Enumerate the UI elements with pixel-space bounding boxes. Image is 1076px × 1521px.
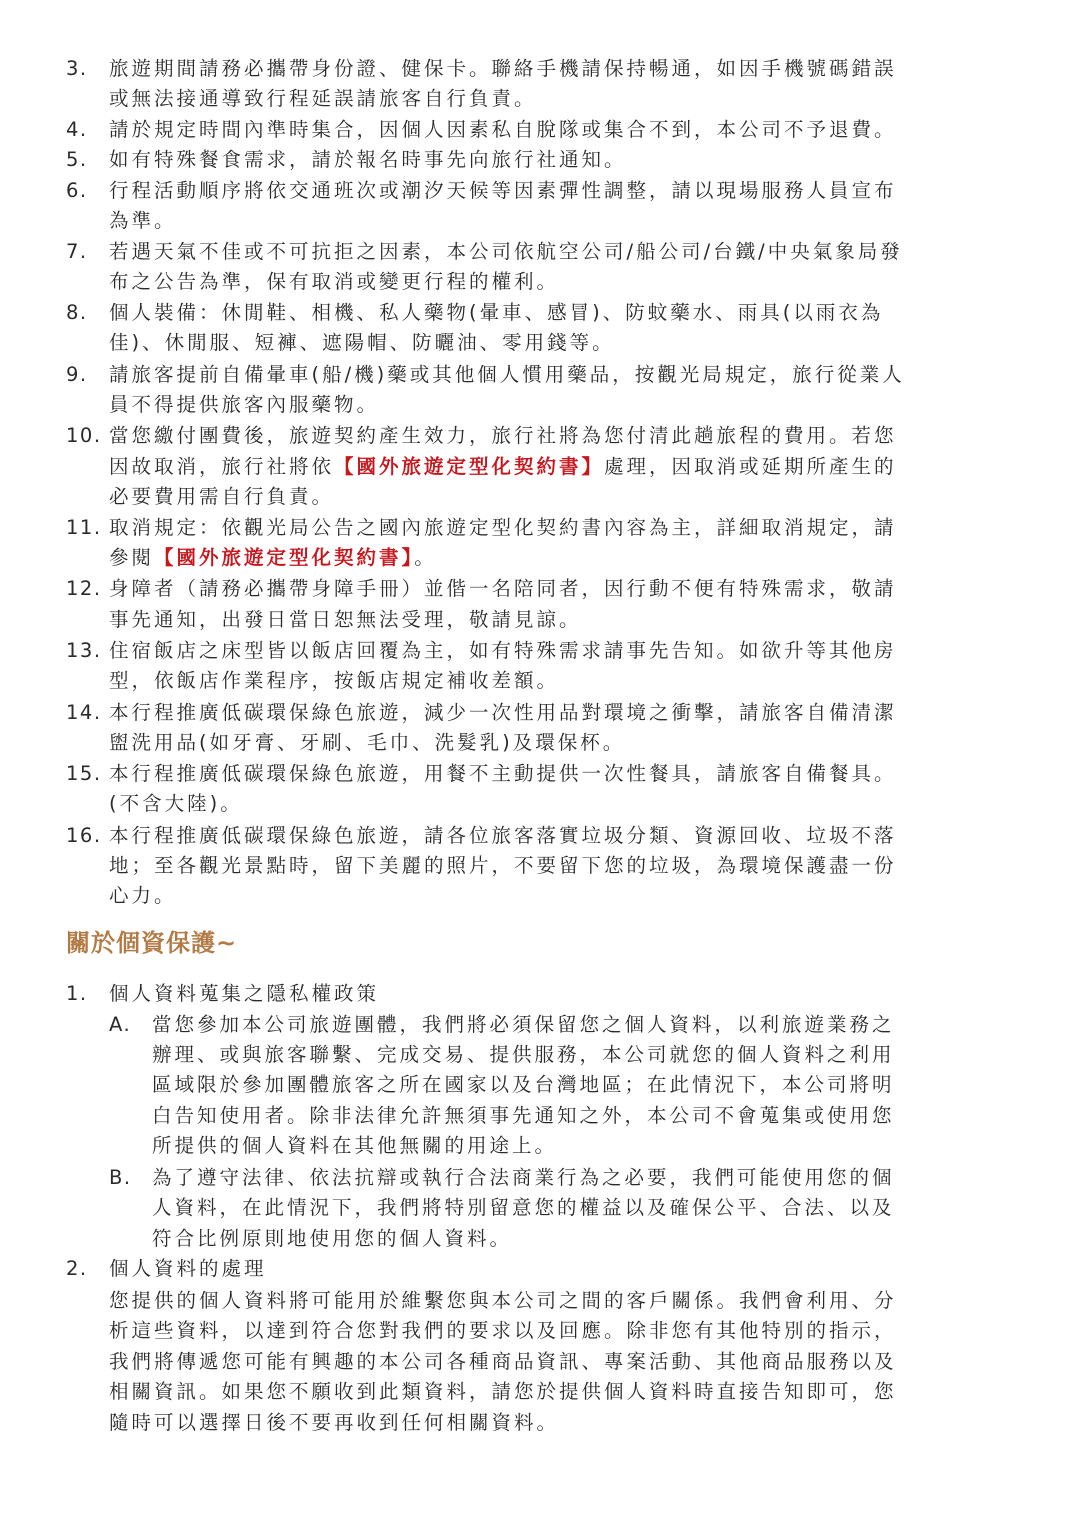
note-text-line: 旅遊期間請務必攜帶身份證、健保卡。聯絡手機請保持暢通，如因手機號碼錯誤: [109, 57, 897, 80]
note-text-line: 如有特殊餐食需求，請於報名時事先向旅行社通知。: [109, 148, 627, 171]
sub-item-text-line: 人資料，在此情況下，我們將特別留意您的權益以及確保公平、合法、以及: [152, 1196, 895, 1219]
sub-item-text-line: 為了遵守法律、依法抗辯或執行合法商業行為之必要，我們可能使用您的個: [152, 1166, 895, 1189]
note-text-segment: 處理，因取消或延期所產生的: [604, 455, 897, 478]
note-number: 8.: [66, 301, 88, 324]
note-number: 7.: [66, 240, 88, 263]
note-text-line: 或無法接通導致行程延誤請旅客自行負責。: [109, 87, 537, 110]
sub-item-letter: B.: [109, 1166, 132, 1189]
note-number: 15.: [66, 762, 102, 785]
note-text-line: 型，依飯店作業程序，按飯店規定補收差額。: [109, 669, 560, 692]
note-text-line: 心力。: [109, 884, 177, 907]
sub-item-text-line: 白告知使用者。除非法律允許無須事先通知之外，本公司不會蒐集或使用您: [152, 1104, 895, 1127]
note-text-line: 住宿飯店之床型皆以飯店回覆為主，如有特殊需求請事先告知。如欲升等其他房: [109, 639, 897, 662]
sub-item-letter: A.: [109, 1013, 132, 1036]
sub-item-text-line: 辦理、或與旅客聯繫、完成交易、提供服務，本公司就您的個人資料之利用: [152, 1043, 895, 1066]
note-text-segment: 參閱: [109, 546, 155, 569]
contract-reference-highlight: 【國外旅遊定型化契約書】: [154, 546, 415, 569]
note-text-segment: 。: [414, 546, 437, 569]
note-text-line: (不含大陸)。: [109, 792, 243, 815]
note-number: 11.: [66, 516, 102, 539]
note-text-line-with-link: [109, 455, 897, 479]
note-text-line: 事先通知，出發日當日恕無法受理，敬請見諒。: [109, 608, 582, 631]
note-text-line: 必要費用需自行負責。: [109, 485, 335, 508]
note-text-line: 當您繳付團費後，旅遊契約產生效力，旅行社將為您付清此趟旅程的費用。若您: [109, 424, 897, 447]
contract-reference-highlight: 【國外旅遊定型化契約書】: [334, 455, 605, 478]
note-text-line: 取消規定：依觀光局公告之國內旅遊定型化契約書內容為主，詳細取消規定，請: [109, 516, 897, 539]
note-text-line: 個人裝備：休閒鞋、相機、私人藥物(暈車、感冒)、防蚊藥水、雨具(以雨衣為: [109, 301, 884, 324]
note-text-line: 身障者（請務必攜帶身障手冊）並偕一名陪同者，因行動不便有特殊需求，敬請: [109, 577, 897, 600]
note-number: 16.: [66, 824, 102, 847]
note-number: 6.: [66, 179, 88, 202]
note-text-segment: 因故取消，旅行社將依: [109, 455, 335, 478]
note-text-line: 本行程推廣低碳環保綠色旅遊，請各位旅客落實垃圾分類、資源回收、垃圾不落: [109, 824, 897, 847]
sub-item-text-line: 符合比例原則地使用您的個人資料。: [152, 1227, 513, 1250]
section-title: 個人資料蒐集之隱私權政策: [109, 982, 380, 1005]
section-text-line: 析這些資料，以達到符合您對我們的要求以及回應。除非您有其他特別的指示，: [109, 1319, 897, 1342]
section-number: 1.: [66, 982, 88, 1005]
section-text-line: 相關資訊。如果您不願收到此類資料，請您於提供個人資料時直接告知即可，您: [109, 1380, 897, 1403]
sub-item-text-line: 當您參加本公司旅遊團體，我們將必須保留您之個人資料，以利旅遊業務之: [152, 1013, 895, 1036]
note-text-line: 請於規定時間內準時集合，因個人因素私自脫隊或集合不到，本公司不予退費。: [109, 118, 897, 141]
note-number: 14.: [66, 701, 102, 724]
note-text-line: 請旅客提前自備暈車(船/機)藥或其他個人慣用藥品，按觀光局規定，旅行從業人: [109, 363, 905, 386]
note-text-line: 為準。: [109, 209, 177, 232]
note-number: 5.: [66, 148, 88, 171]
note-number: 10.: [66, 424, 102, 447]
section-text-line: 我們將傳遞您可能有興趣的本公司各種商品資訊、專案活動、其他商品服務以及: [109, 1350, 897, 1373]
sub-item-text-line: 所提供的個人資料在其他無關的用途上。: [152, 1134, 558, 1157]
note-number: 9.: [66, 363, 88, 386]
note-number: 12.: [66, 577, 102, 600]
note-text-line: 地；至各觀光景點時，留下美麗的照片，不要留下您的垃圾，為環境保護盡一份: [109, 854, 897, 877]
privacy-section-heading: 關於個資保護~: [66, 929, 238, 957]
note-text-line: 本行程推廣低碳環保綠色旅遊，減少一次性用品對環境之衝擊，請旅客自備清潔: [109, 701, 897, 724]
note-text-line: 若遇天氣不佳或不可抗拒之因素，本公司依航空公司/船公司/台鐵/中央氣象局發: [109, 240, 903, 263]
section-text-line: 您提供的個人資料將可能用於維繫您與本公司之間的客戶關係。我們會利用、分: [109, 1289, 897, 1312]
note-number: 3.: [66, 57, 88, 80]
note-text-line: 盥洗用品(如牙膏、牙刷、毛巾、洗髮乳)及環保杯。: [109, 731, 626, 754]
note-text-line: 布之公告為準，保有取消或變更行程的權利。: [109, 270, 560, 293]
note-text-line: 員不得提供旅客內服藥物。: [109, 393, 380, 416]
note-text-line: 行程活動順序將依交通班次或潮汐天候等因素彈性調整，請以現場服務人員宣布: [109, 179, 897, 202]
note-text-line-with-link: [109, 546, 437, 570]
sub-item-text-line: 區域限於參加團體旅客之所在國家以及台灣地區；在此情況下，本公司將明: [152, 1073, 895, 1096]
section-number: 2.: [66, 1257, 88, 1280]
section-text-line: 隨時可以選擇日後不要再收到任何相關資料。: [109, 1411, 560, 1434]
section-title: 個人資料的處理: [109, 1257, 267, 1280]
note-text-line: 佳)、休閒服、短褲、遮陽帽、防曬油、零用錢等。: [109, 331, 615, 354]
note-text-line: 本行程推廣低碳環保綠色旅遊，用餐不主動提供一次性餐具，請旅客自備餐具。: [109, 762, 897, 785]
note-number: 13.: [66, 639, 102, 662]
note-number: 4.: [66, 118, 88, 141]
